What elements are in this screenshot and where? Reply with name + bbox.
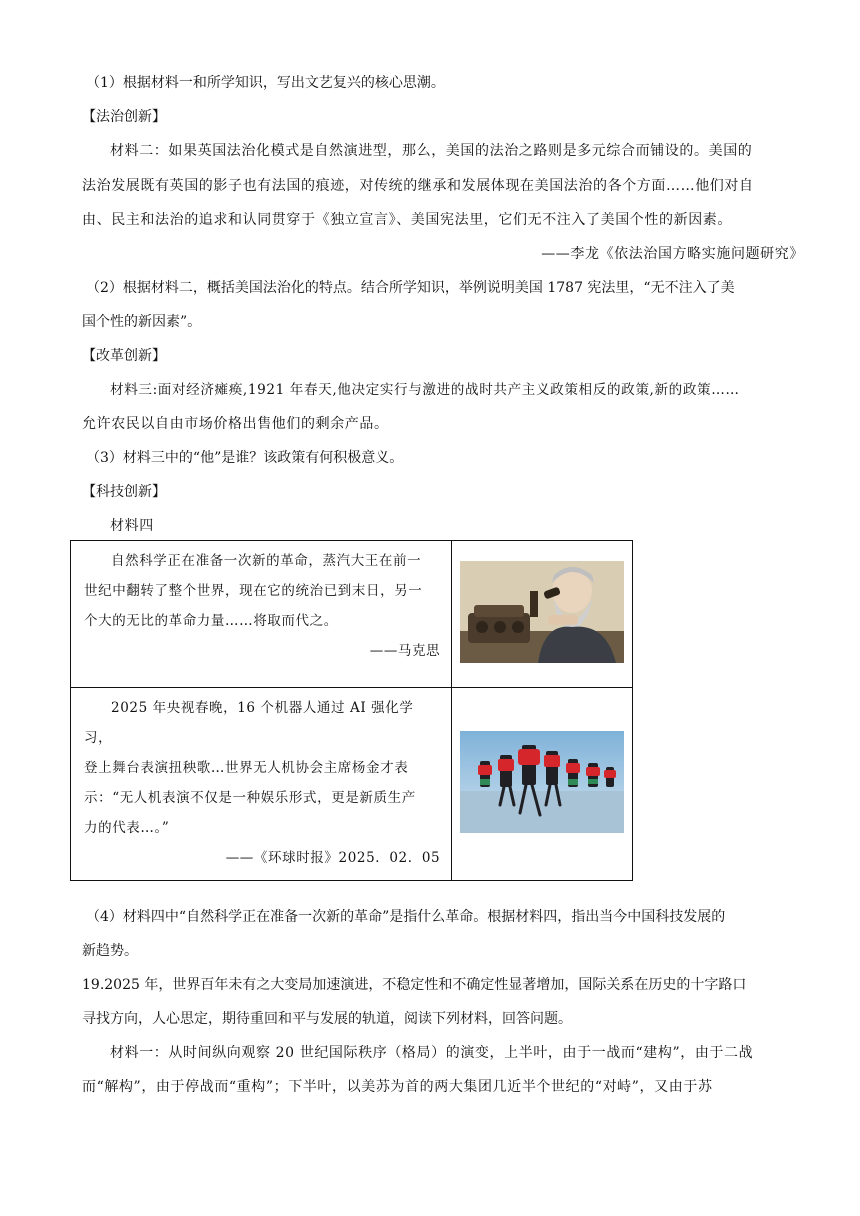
material-4-row-2-image-cell — [452, 688, 633, 881]
section-heading-law: 【法治创新】 — [82, 109, 166, 125]
gala-news-line-2: 登上舞台表演扭秧歌…世界无人机协会主席杨金才表 — [84, 760, 409, 776]
question-1: （1）根据材料一和所学知识，写出文艺复兴的核心思潮。 — [86, 75, 445, 91]
material-2-source: ——李龙《依法治国方略实施问题研究》 — [541, 246, 804, 262]
material-4-row-1 — [71, 541, 633, 688]
marx-quote-line-2: 世纪中翻转了整个世界，现在它的统治已到末日，另一 — [84, 583, 423, 599]
marx-quote-source: ——马克思 — [369, 643, 441, 659]
section-heading-reform: 【改革创新】 — [82, 348, 166, 364]
question-19-material-1-line-1: 材料一：从时间纵向观察 20 世纪国际秩序（格局）的演变，上半叶，由于一战而“建构”，由于二战 — [110, 1045, 754, 1061]
question-2-line-2: 国个性的新因素”。 — [82, 314, 202, 330]
material-4-label: 材料四 — [110, 518, 154, 534]
robots-dancing-image — [460, 731, 624, 833]
material-2-line-2: 法治发展既有英国的影子也有法国的痕迹，对传统的继承和发展体现在美国法治的各个方面……他们对自 — [82, 178, 754, 194]
gala-news-line-3: 示：“无人机表演不仅是一种娱乐形式，更是新质生产 — [84, 790, 416, 806]
marx-quote-line-3: 个大的无比的革命力量……将取而代之。 — [84, 613, 338, 629]
question-19-material-1-line-2: 而“解构”，由于停战而“重构”；下半叶，以美苏为首的两大集团几近半个世纪的“对峙”，又由于苏 — [82, 1079, 713, 1095]
question-4-line-2: 新趋势。 — [82, 943, 138, 959]
material-4-row-1-text-cell — [71, 541, 452, 688]
section-heading-tech: 【科技创新】 — [82, 484, 166, 500]
question-19-line-1: 19.2025 年，世界百年未有之大变局加速演进，不稳定性和不确定性显著增加，国际关系在历史的十字路口 — [82, 977, 747, 993]
material-3-line-1: 材料三:面对经济瘫痪,1921 年春天,他决定实行与激进的战时共产主义政策相反的政策,新的政策…… — [110, 382, 740, 398]
question-2-line-1: （2）根据材料二，概括美国法治化的特点。结合所学知识，举例说明美国 1787 宪法里，“无不注入了美 — [86, 280, 735, 296]
material-2-line-1: 材料二：如果英国法治化模式是自然演进型，那么，美国的法治之路则是多元综合而铺设的。美国的 — [110, 143, 753, 159]
material-3-line-2: 允许农民以自由市场价格出售他们的剩余产品。 — [82, 416, 389, 432]
question-19-line-2: 寻找方向，人心思定，期待重回和平与发展的轨道，阅读下列材料，回答问题。 — [82, 1011, 572, 1027]
marx-quote-line-1: 自然科学正在准备一次新的革命，蒸汽大王在前一 — [111, 553, 422, 569]
question-3: （3）材料三中的“他”是谁？该政策有何积极意义。 — [86, 450, 404, 466]
gala-news-line-1: 2025 年央视春晚，16 个机器人通过 AI 强化学习， — [84, 700, 414, 746]
gala-news-line-4: 力的代表…。” — [84, 820, 170, 836]
question-4-line-1: （4）材料四中“自然科学正在准备一次新的革命”是指什么革命。根据材料四，指出当今中国科技发展的 — [86, 909, 726, 925]
material-2-line-3: 由、民主和法治的追求和认同贯穿于《独立宣言》、美国宪法里，它们无不注入了美国个性的新因素。 — [82, 212, 732, 228]
material-4-row-1-image-cell — [452, 541, 633, 688]
material-4-table — [70, 540, 633, 881]
material-4-row-2 — [71, 688, 633, 881]
old-man-telephone-image — [460, 561, 624, 663]
material-4-row-2-text-cell — [71, 688, 452, 881]
gala-news-source: ——《环球时报》2025．02．05 — [225, 850, 441, 866]
